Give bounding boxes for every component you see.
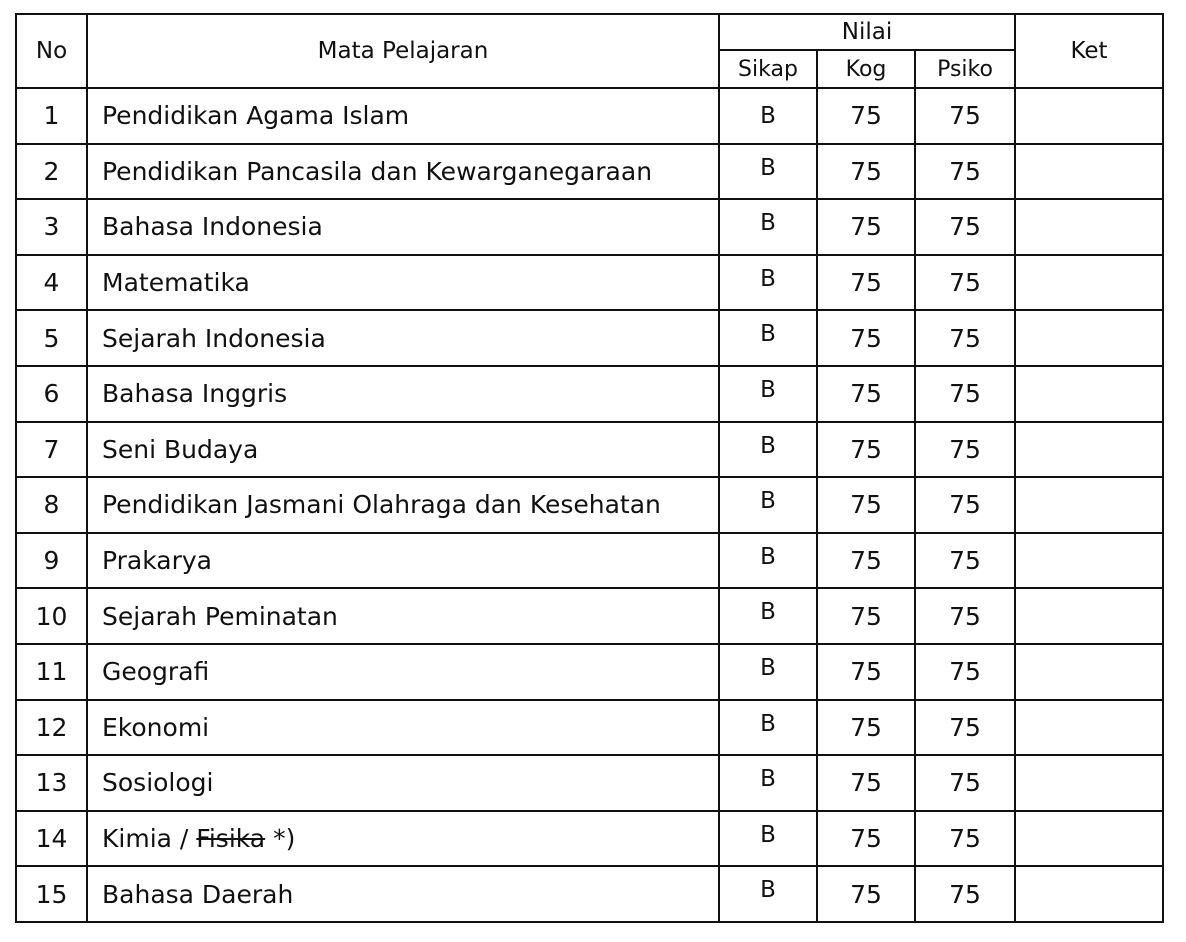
kog-value: 75	[817, 366, 915, 422]
sikap-value: B	[719, 255, 817, 311]
table-row	[16, 144, 1163, 200]
kog-value: 75	[817, 533, 915, 589]
sikap-value: B	[719, 700, 817, 756]
subject-text: Matematika	[102, 268, 250, 298]
row-number: 6	[16, 366, 87, 422]
row-number: 13	[16, 755, 87, 811]
sikap-value: B	[719, 811, 817, 867]
table-row	[16, 811, 1163, 867]
table-row	[16, 477, 1163, 533]
psiko-value: 75	[915, 700, 1015, 756]
ket-value	[1015, 755, 1163, 811]
row-number: 12	[16, 700, 87, 756]
sikap-value: B	[719, 366, 817, 422]
subject-struck-text: Fisika	[196, 824, 266, 854]
sikap-value: B	[719, 310, 817, 366]
sikap-value: B	[719, 588, 817, 644]
subject-text: Kimia /	[102, 824, 197, 854]
ket-value	[1015, 644, 1163, 700]
psiko-value: 75	[915, 811, 1015, 867]
psiko-value: 75	[915, 199, 1015, 255]
row-number: 10	[16, 588, 87, 644]
grade-table	[15, 13, 1164, 923]
kog-value: 75	[817, 477, 915, 533]
psiko-value: 75	[915, 88, 1015, 144]
ket-value	[1015, 366, 1163, 422]
sikap-value: B	[719, 866, 817, 922]
table-row	[16, 588, 1163, 644]
subject-text: Pendidikan Pancasila dan Kewarganegaraan	[102, 156, 653, 186]
ket-value	[1015, 88, 1163, 144]
psiko-value: 75	[915, 366, 1015, 422]
table-row	[16, 644, 1163, 700]
table-row	[16, 866, 1163, 922]
sikap-value: B	[719, 144, 817, 200]
psiko-value: 75	[915, 755, 1015, 811]
subject-name	[87, 310, 719, 366]
subject-name	[87, 255, 719, 311]
kog-value: 75	[817, 588, 915, 644]
subject-text: Sejarah Peminatan	[102, 601, 338, 631]
subject-text: Pendidikan Agama Islam	[102, 101, 410, 131]
ket-value	[1015, 811, 1163, 867]
kog-value: 75	[817, 88, 915, 144]
ket-value	[1015, 144, 1163, 200]
sikap-value: B	[719, 477, 817, 533]
row-number: 8	[16, 477, 87, 533]
subject-text: Sejarah Indonesia	[102, 323, 326, 353]
subject-name	[87, 366, 719, 422]
kog-value: 75	[817, 755, 915, 811]
psiko-value: 75	[915, 422, 1015, 478]
ket-value	[1015, 866, 1163, 922]
table-row	[16, 700, 1163, 756]
row-number: 4	[16, 255, 87, 311]
header-no: No	[16, 14, 87, 88]
header-subject: Mata Pelajaran	[87, 14, 719, 88]
psiko-value: 75	[915, 255, 1015, 311]
subject-name	[87, 533, 719, 589]
kog-value: 75	[817, 866, 915, 922]
subject-name	[87, 700, 719, 756]
ket-value	[1015, 255, 1163, 311]
kog-value: 75	[817, 811, 915, 867]
kog-value: 75	[817, 310, 915, 366]
subject-name	[87, 755, 719, 811]
kog-value: 75	[817, 422, 915, 478]
header-psiko: Psiko	[915, 50, 1015, 88]
ket-value	[1015, 199, 1163, 255]
subject-name	[87, 811, 719, 867]
kog-value: 75	[817, 199, 915, 255]
kog-value: 75	[817, 644, 915, 700]
sikap-value: B	[719, 199, 817, 255]
ket-value	[1015, 533, 1163, 589]
table-row	[16, 255, 1163, 311]
kog-value: 75	[817, 700, 915, 756]
psiko-value: 75	[915, 533, 1015, 589]
psiko-value: 75	[915, 588, 1015, 644]
ket-value	[1015, 700, 1163, 756]
table-row	[16, 533, 1163, 589]
subject-text: Pendidikan Jasmani Olahraga dan Kesehatan	[102, 490, 661, 520]
psiko-value: 75	[915, 477, 1015, 533]
table-row	[16, 88, 1163, 144]
subject-name	[87, 866, 719, 922]
row-number: 7	[16, 422, 87, 478]
subject-name	[87, 422, 719, 478]
sikap-value: B	[719, 755, 817, 811]
sikap-value: B	[719, 533, 817, 589]
row-number: 14	[16, 811, 87, 867]
psiko-value: 75	[915, 310, 1015, 366]
subject-text: Ekonomi	[102, 712, 210, 742]
subject-name	[87, 199, 719, 255]
table-row	[16, 422, 1163, 478]
subject-suffix: *)	[265, 824, 296, 854]
row-number: 2	[16, 144, 87, 200]
subject-name	[87, 644, 719, 700]
kog-value: 75	[817, 144, 915, 200]
row-number: 3	[16, 199, 87, 255]
subject-text: Bahasa Indonesia	[102, 212, 323, 242]
header-kog: Kog	[817, 50, 915, 88]
subject-text: Seni Budaya	[102, 434, 259, 464]
row-number: 11	[16, 644, 87, 700]
psiko-value: 75	[915, 644, 1015, 700]
table-row	[16, 310, 1163, 366]
row-number: 15	[16, 866, 87, 922]
kog-value: 75	[817, 255, 915, 311]
table-row	[16, 199, 1163, 255]
row-number: 1	[16, 88, 87, 144]
subject-name	[87, 144, 719, 200]
psiko-value: 75	[915, 866, 1015, 922]
ket-value	[1015, 477, 1163, 533]
ket-value	[1015, 310, 1163, 366]
subject-name	[87, 88, 719, 144]
header-sikap: Sikap	[719, 50, 817, 88]
sikap-value: B	[719, 644, 817, 700]
subject-text: Bahasa Daerah	[102, 879, 294, 909]
table-row	[16, 755, 1163, 811]
subject-text: Prakarya	[102, 546, 212, 576]
sikap-value: B	[719, 88, 817, 144]
sikap-value: B	[719, 422, 817, 478]
header-nilai: Nilai	[719, 14, 1015, 50]
subject-text: Bahasa Inggris	[102, 379, 288, 409]
subject-text: Geografi	[102, 657, 210, 687]
subject-name	[87, 588, 719, 644]
subject-text: Sosiologi	[102, 768, 214, 798]
psiko-value: 75	[915, 144, 1015, 200]
subject-name	[87, 477, 719, 533]
row-number: 9	[16, 533, 87, 589]
header-ket: Ket	[1015, 14, 1163, 88]
table-row	[16, 366, 1163, 422]
grade-body	[16, 88, 1163, 922]
ket-value	[1015, 422, 1163, 478]
ket-value	[1015, 588, 1163, 644]
row-number: 5	[16, 310, 87, 366]
